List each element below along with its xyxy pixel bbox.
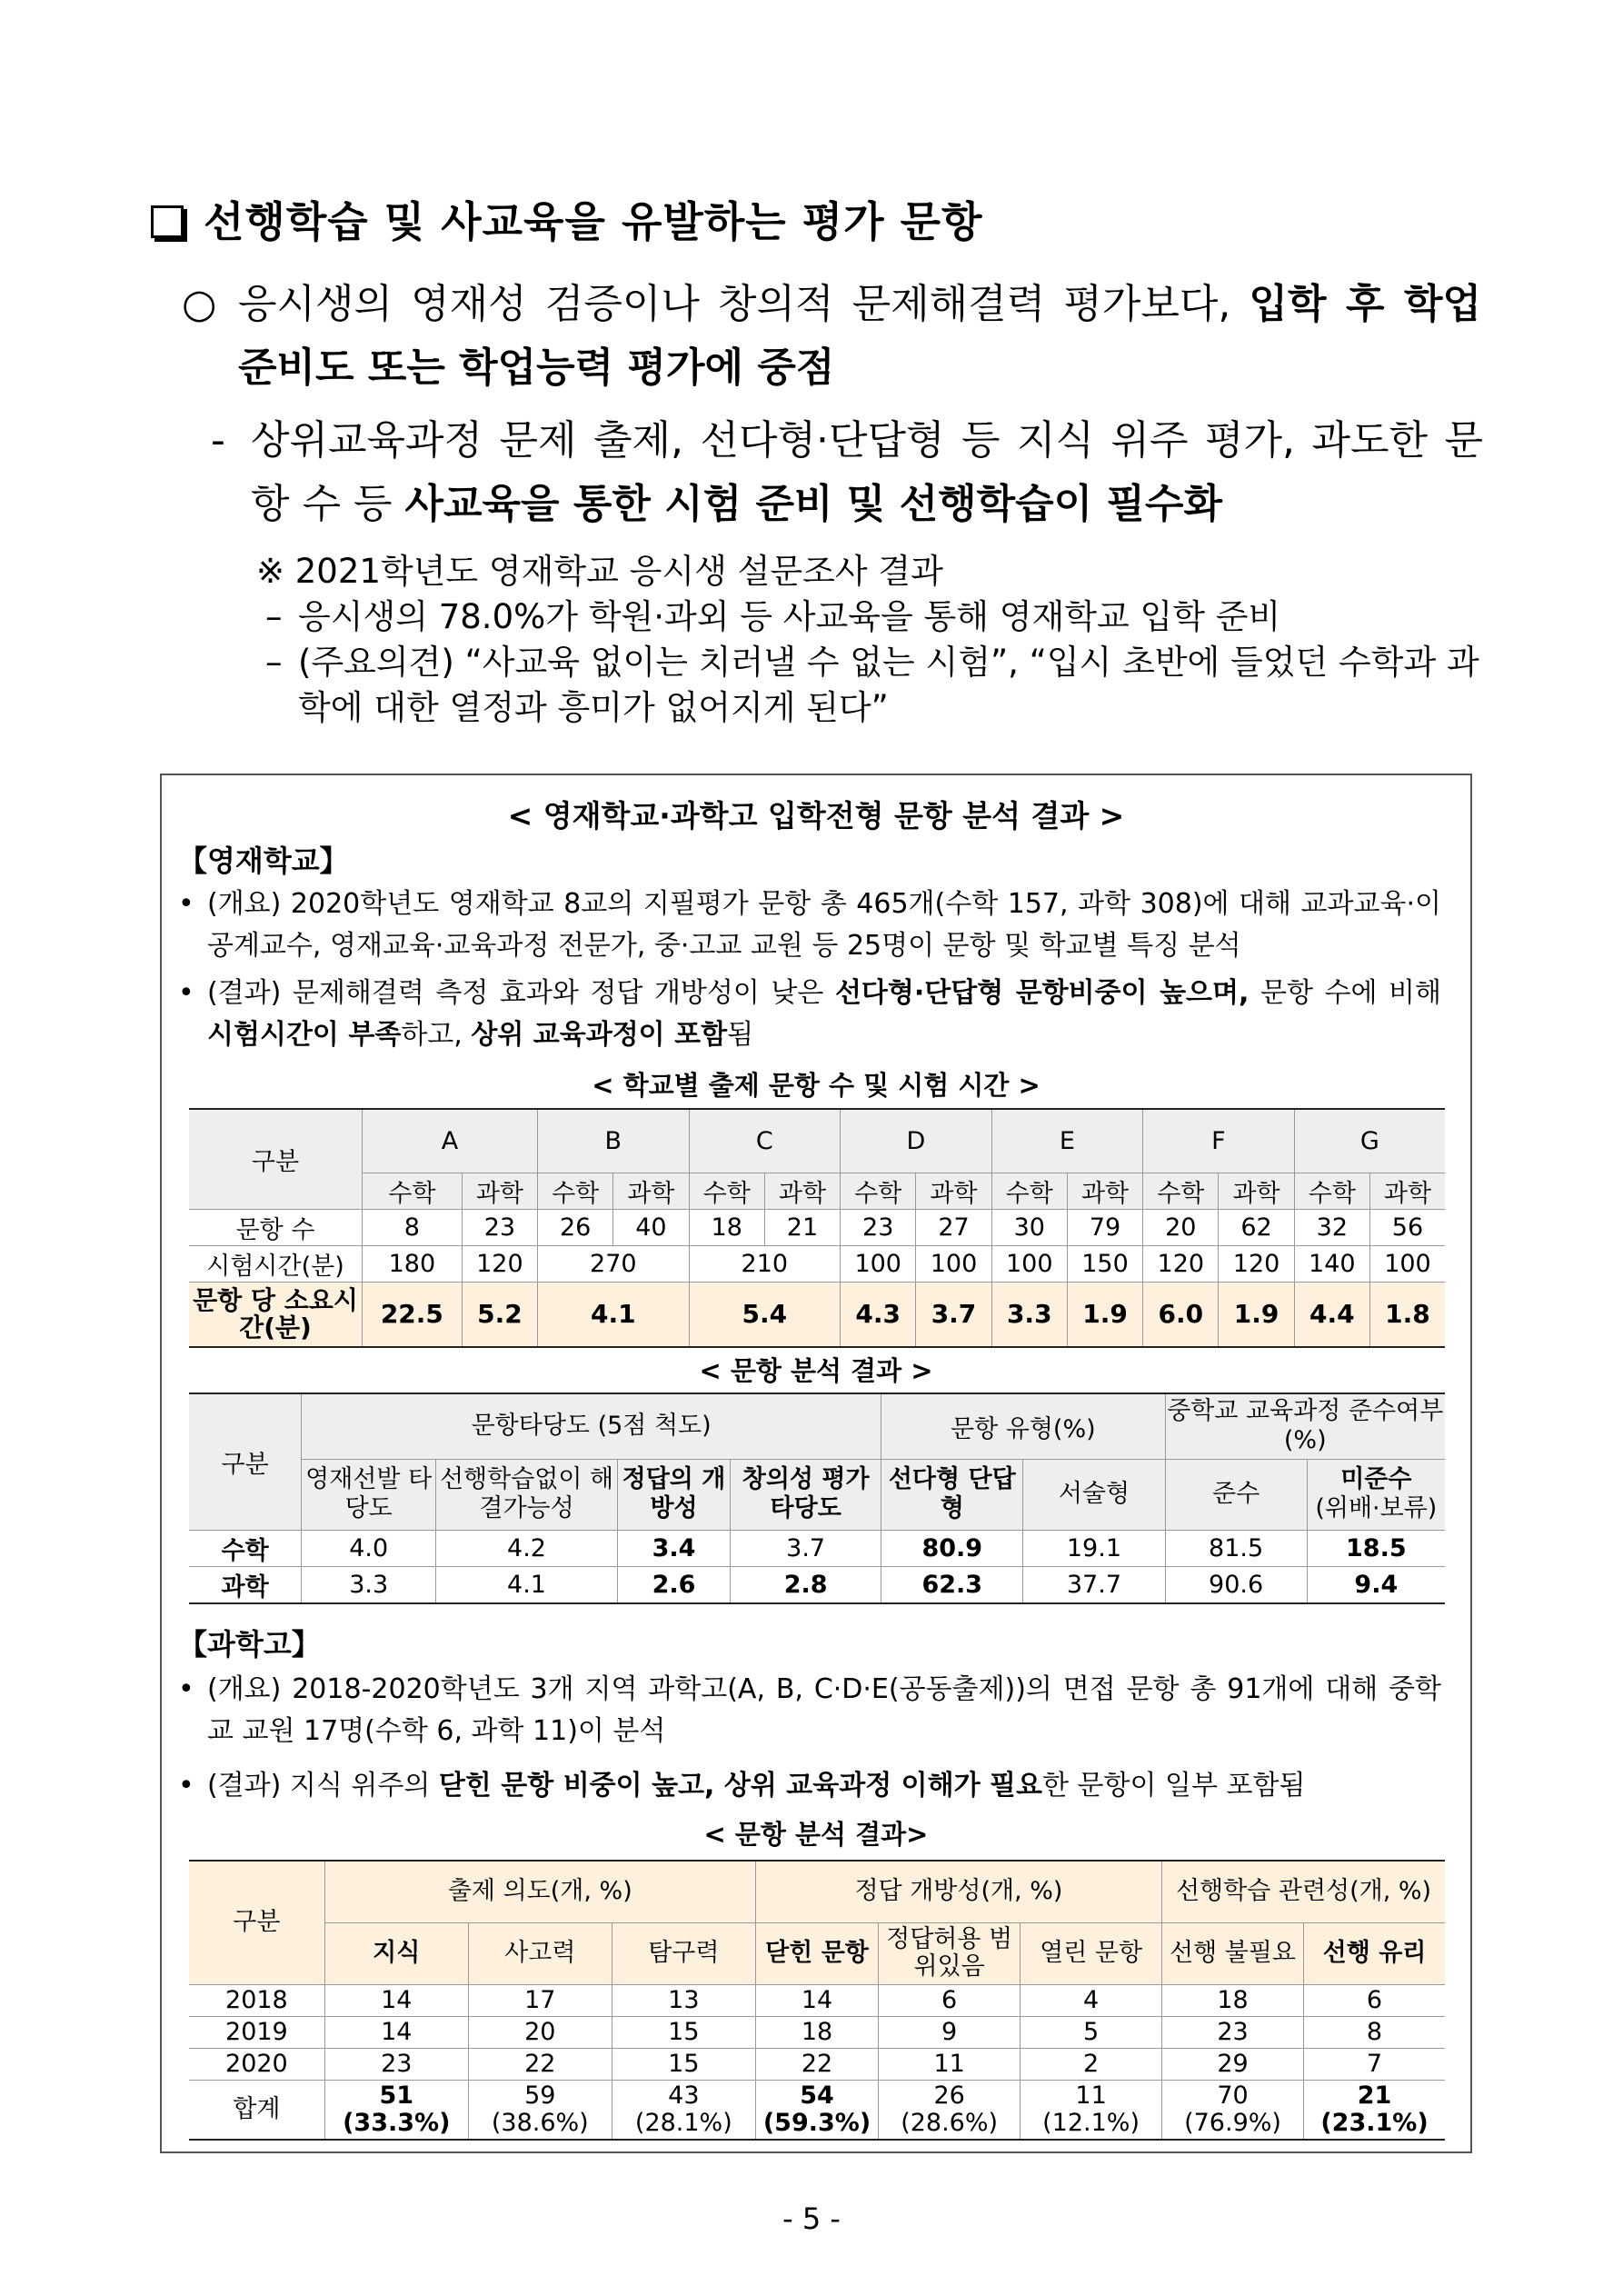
- point-2: - 상위교육과정 문제 출제, 선다형·단답형 등 지식 위주 평가, 과도한 문항 수 등 사교육을 통한 시험 준비 및 선행학습이 필수화: [211, 409, 1483, 536]
- science-analysis-table: 구분 출제 의도(개, %) 정답 개방성(개, %) 선행학습 관련성(개, %) 지식 사고력 탐구력 닫힌 문항 정답허용 범위있음 열린 문항 선행 불필요 선행 유리 2018 14 17 13 14 6 4 18 6 2019 14 20 15 18 9 5 23 8 2020 23 22 15 22 11 2 29 7 합계 51 (33.3%) 59 (38.6%) 43 (28.1%) 54 (59.3%) 26 (28.6%) 11 (12.1%) 70 (76.9%) 21 (23.1%): [189, 1860, 1445, 2141]
- table-row: 시험시간(분) 180 120 270 210 100 100 100 150 120 120 140 100: [189, 1245, 1445, 1282]
- table-row: 2018 14 17 13 14 6 4 18 6: [189, 1984, 1445, 2016]
- survey-line-2: – (주요의견) “사교육 없이는 치러낼 수 없는 시험”, “입시 초반에 들었던 수학과 과학에 대한 열정과 흥미가 없어지게 된다”: [265, 643, 1479, 727]
- dash-bullet: -: [211, 417, 225, 464]
- table1-caption: < 학교별 출제 문항 수 및 시험 시간 >: [592, 1070, 1041, 1101]
- question-analysis-table: 구분 문항타당도 (5점 척도) 문항 유형(%) 중학교 교육과정 준수여부(%) 영재선발 타당도 선행학습없이 해결가능성 정답의 개방성 창의성 평가타당도 선다형 단답형 서술형 준수 미준수 (위배·보류) 수학 4.0 4.2 3.4 3.7 80.9 19.1 81.5 18.5 과학 3.3 4.1 2.6 2.8 62.3 37.7 90.6 9.4: [189, 1393, 1445, 1604]
- checkbox-icon: [151, 205, 184, 238]
- circle-bullet-icon: ○: [182, 281, 217, 327]
- table2-caption: < 문항 분석 결과 >: [699, 1355, 933, 1386]
- gifted-bullet-1: • (개요) 2020학년도 영재학교 8교의 지필평가 문항 총 465개(수학 157, 과학 308)에 대해 교과교육·이공계교수, 영재교육·교육과정 전문가, 중·고교 교원 등 25명이 문항 및 학교별 특징 분석: [178, 888, 1441, 962]
- science-bullet-2: • (결과) 지식 위주의 닫힌 문항 비중이 높고, 상위 교육과정 이해가 필요한 문항이 일부 포함됨: [178, 1770, 1306, 1802]
- table3-caption: < 문항 분석 결과>: [703, 1819, 929, 1850]
- gifted-bullet-2: • (결과) 문제해결력 측정 효과와 정답 개방성이 낮은 선다형·단답형 문항비중이 높으며, 문항 수에 비해 시험시간이 부족하고, 상위 교육과정이 포함됨: [178, 977, 1441, 1051]
- table-row: 합계 51 (33.3%) 59 (38.6%) 43 (28.1%) 54 (59.3%) 26 (28.6%) 11 (12.1%) 70 (76.9%) 21 (23.1%): [189, 2080, 1445, 2140]
- table-row: 2019 14 20 15 18 9 5 23 8: [189, 2016, 1445, 2048]
- table1-corner: 구분: [189, 1109, 363, 1209]
- table-row: 문항 수 8 23 26 40 18 21 23 27 30 79 20 62 32 56: [189, 1209, 1445, 1245]
- survey-note: [256, 549, 1483, 731]
- school-questions-table: 구분 A B C D E F G 수학 과학 수학 과학 수학 과학 수학 과학 수학 과학 수학 과학 수학 과학 문항 수 8 23 26 40 18 21 23 27 30 79 20 62 32 56 시험시간(분) 180 120 270 210 100 100 100 150 120 120 140 100 문항 당 소요시간(분) 22.5 5.2 4.1 5.4 4.3 3.7 3.3 1.9 6.0 1.9 4.4 1.8: [189, 1108, 1445, 1348]
- table-row: 2020 23 22 15 22 11 2 29 7: [189, 2048, 1445, 2080]
- survey-heading: ※ 2021학년도 영재학교 응시생 설문조사 결과: [256, 552, 943, 591]
- table-row: 문항 당 소요시간(분) 22.5 5.2 4.1 5.4 4.3 3.7 3.3 1.9 6.0 1.9 4.4 1.8: [189, 1282, 1445, 1347]
- survey-line-1: – 응시생의 78.0%가 학원·과외 등 사교육을 통해 영재학교 입학 준비: [265, 597, 1281, 636]
- section-heading: 선행학습 및 사교육을 유발하는 평가 문항: [151, 189, 983, 249]
- gifted-school-label: 【영재학교】: [178, 844, 349, 878]
- page-number: - 5 -: [782, 2201, 841, 2236]
- point-1: ○ 응시생의 영재성 검증이나 창의적 문제해결력 평가보다, 입학 후 학업 준비도 또는 학업능력 평가에 중점: [182, 273, 1481, 400]
- table-row: 수학 4.0 4.2 3.4 3.7 80.9 19.1 81.5 18.5: [189, 1530, 1445, 1566]
- science-bullet-1: • (개요) 2018-2020학년도 3개 지역 과학고(A, B, C·D·E(공동출제))의 면접 문항 총 91개에 대해 중학교 교원 17명(수학 6, 과학 11)이 분석: [178, 1673, 1441, 1747]
- science-school-label: 【과학고】: [178, 1627, 321, 1662]
- box-title: < 영재학교·과학고 입학전형 문항 분석 결과 >: [507, 798, 1125, 834]
- table-row: 과학 3.3 4.1 2.6 2.8 62.3 37.7 90.6 9.4: [189, 1566, 1445, 1603]
